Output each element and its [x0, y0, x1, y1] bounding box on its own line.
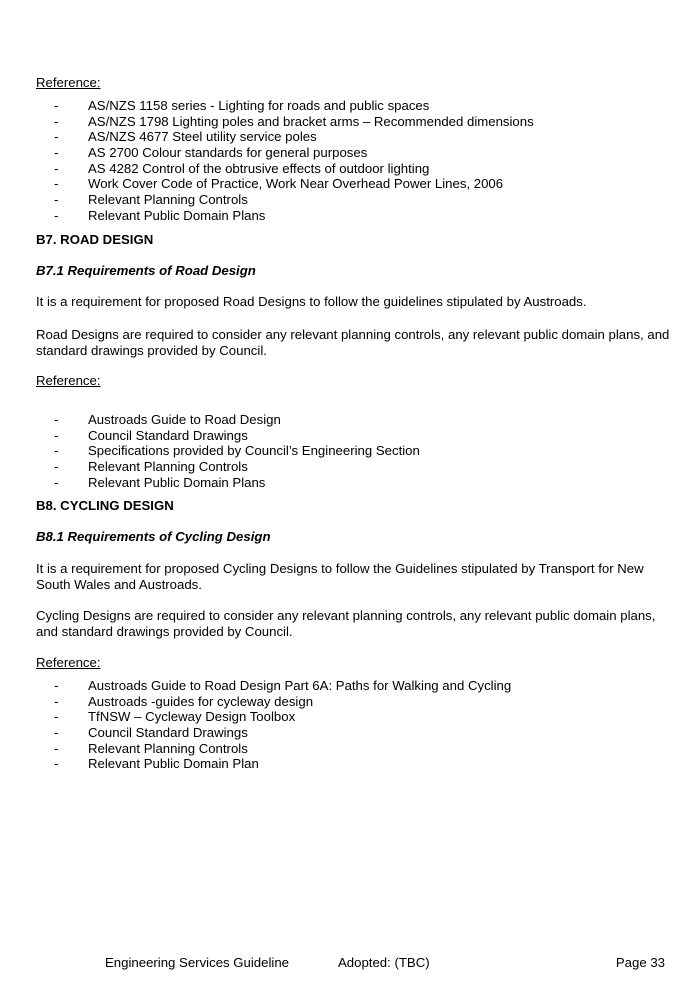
bullet-dash: - — [54, 160, 59, 176]
reference-label: Reference: — [36, 655, 101, 670]
bullet-dash: - — [54, 129, 59, 145]
reference-label: Reference: — [36, 75, 101, 90]
section-heading-cycling-design: B8. CYCLING DESIGN — [36, 498, 174, 513]
bullet-dash: - — [54, 145, 59, 161]
section-heading-road-design: B7. ROAD DESIGN — [36, 232, 154, 247]
subheading-cycling-design-requirements: B8.1 Requirements of Cycling Design — [36, 529, 271, 544]
bullet-dash: - — [54, 176, 59, 192]
document-page: Reference: - AS/NZS 1158 series - Lighting for roads and public spaces - AS/NZS 1798 Lighting poles and bracket arms – Recommended dimensions - AS/NZS 4677 Steel utility service poles - AS 2700 Colour standards for general purposes - AS 4282 Control of the obtrusive effects of outdoor lighting - Work Cover Code of Practice, Work Near Overhead Power Lines, 2006 - Relevant Planning Controls - Relevant Public Domain Plans B7. ROAD DESIGN B7.1 Requirements of Road Design It is a requirement for proposed Road Designs to follow the guidelines stipulated by Austroads. Road Designs are required to consider any relevant planning controls, any relevant public domain plans, and standard drawings provided by Council. Reference: - Austroads Guide to Road Design - Council Standard Drawings - Specifications provided by Council’s Engineering Section - Relevant Planning Controls - Relevant Public Domain Plans B8. CYCLING DESIGN B8.1 Requirements of Cycling Design It is a requirement for proposed Cycling Designs to follow the Guidelines stipulated by Transport for New South Wales and Austroads. Cycling Designs are required to consider any relevant planning controls, any relevant public domain plans, and standard drawings provided by Council. Reference: - Austroads Guide to Road Design Part 6A: Paths for Walking and Cycling - Austroads -guides for cycleway design - TfNSW – Cycleway Design Toolbox - Council Standard Drawings - Relevant Planning Controls - Relevant Public Domain Plan Engineering Services Guideline Adopted: (TBC) Page 33 — [0, 0, 683, 990]
bullet-dash: - — [54, 192, 59, 208]
bullet-dash: - — [54, 412, 59, 427]
paragraph: It is a requirement for proposed Cycling Designs to follow the Guidelines stipulated by Transport for New South Wales and Austroads. — [36, 561, 644, 592]
bullet-dash: - — [54, 725, 59, 741]
bullet-dash: - — [54, 427, 59, 443]
bullet-dash: - — [54, 693, 59, 709]
bullet-dash: - — [54, 474, 59, 490]
footer-document-title: Engineering Services Guideline — [105, 955, 290, 970]
paragraph: Cycling Designs are required to consider any relevant planning controls, any relevant public domain plans, and standard drawings provided by Council. — [36, 608, 656, 639]
bullet-dash: - — [54, 756, 59, 772]
reference-label: Reference: — [36, 373, 101, 388]
bullet-dash: - — [54, 678, 59, 693]
bullet-dash: - — [54, 459, 59, 475]
bullet-dash: - — [54, 443, 59, 459]
bullet-dash: - — [54, 740, 59, 756]
bullet-dash: - — [54, 709, 59, 725]
footer-adopted-status: Adopted: (TBC) — [338, 955, 430, 970]
paragraph: It is a requirement for proposed Road Designs to follow the guidelines stipulated by Austroads. — [36, 294, 587, 309]
paragraph: Road Designs are required to consider any relevant planning controls, any relevant public domain plans, and standard drawings provided by Council. — [36, 327, 670, 358]
subheading-road-design-requirements: B7.1 Requirements of Road Design — [36, 263, 256, 278]
bullet-dash: - — [54, 113, 59, 129]
bullet-dash: - — [54, 207, 59, 223]
footer-page-number: Page 33 — [615, 955, 665, 970]
bullet-dash: - — [54, 98, 59, 113]
